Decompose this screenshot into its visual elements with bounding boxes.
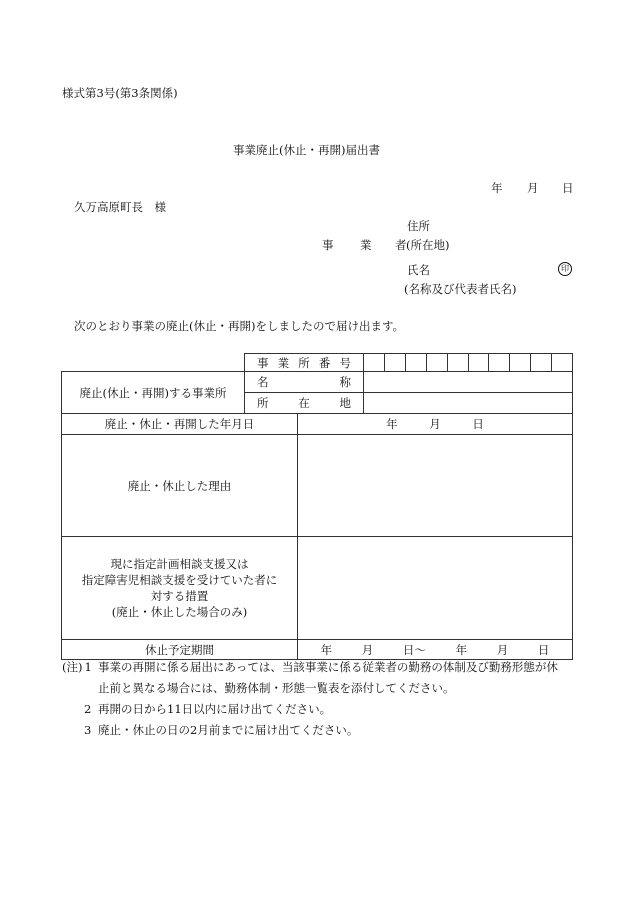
note-mark: 2 bbox=[84, 702, 92, 716]
measures-field[interactable] bbox=[298, 537, 573, 640]
addressee: 久万高原町長 様 bbox=[74, 200, 166, 214]
office-number-char: 業 bbox=[277, 355, 290, 370]
period-month-to: 月 bbox=[496, 642, 509, 657]
location-char: 地 bbox=[339, 396, 351, 410]
table-row bbox=[62, 435, 573, 537]
period-label: 休止予定期間 bbox=[62, 640, 298, 660]
note-mark: 3 bbox=[84, 723, 92, 737]
office-label: 廃止(休止・再開)する事業所 bbox=[62, 372, 245, 414]
period-year-from: 年 bbox=[320, 642, 333, 657]
period-day-from: 日〜 bbox=[402, 642, 426, 657]
measures-line: 指定障害児相談支援を受けていた者に bbox=[81, 573, 278, 587]
notes bbox=[62, 657, 577, 741]
period-year-to: 年 bbox=[455, 642, 468, 657]
office-name-field[interactable] bbox=[364, 372, 573, 393]
table-row bbox=[62, 372, 573, 393]
location-char: 所 bbox=[257, 396, 269, 410]
name-char: 称 bbox=[339, 375, 351, 389]
date-year-cell: 年 bbox=[386, 417, 398, 431]
office-number-char: 号 bbox=[339, 355, 351, 370]
seal-icon: 印 bbox=[558, 262, 572, 276]
date-month-cell: 月 bbox=[429, 417, 441, 431]
note-line: 廃止・休止の日の2月前までに届け出てください。 bbox=[98, 723, 359, 737]
measures-line: 現に指定計画相談支援又は bbox=[110, 557, 249, 571]
list-item bbox=[62, 720, 577, 741]
table-row bbox=[62, 414, 573, 435]
notification-table bbox=[61, 353, 573, 660]
document-title: 事業廃止(休止・再開)届出書 bbox=[233, 143, 380, 157]
form-number: 様式第3号(第3条関係) bbox=[62, 86, 178, 100]
address-sub: (所在地) bbox=[406, 238, 450, 252]
note-line: 再開の日から11日以内に届け出てください。 bbox=[98, 702, 332, 716]
list-item bbox=[62, 657, 577, 699]
note-line: 止前と異なる場合には、勤務体制・形態一覧表を添付してください。 bbox=[98, 681, 455, 695]
name-label: 氏名 bbox=[407, 263, 430, 277]
table-row bbox=[62, 537, 573, 640]
address-label: 住所 bbox=[407, 219, 430, 233]
office-number-char: 番 bbox=[318, 355, 331, 370]
date-field[interactable] bbox=[298, 414, 573, 435]
table-row bbox=[62, 354, 573, 372]
jigyousha-char-1: 事 bbox=[322, 238, 334, 252]
intro-text: 次のとおり事業の廃止(休止・再開)をしましたので届け出ます。 bbox=[74, 319, 405, 333]
office-number-label bbox=[245, 354, 364, 372]
name-char: 名 bbox=[257, 375, 269, 389]
name-sub: (名称及び代表者氏名) bbox=[404, 282, 517, 296]
note-mark: (注) 1 bbox=[62, 660, 92, 674]
period-day-to: 日 bbox=[537, 642, 550, 657]
date-label: 廃止・休止・再開した年月日 bbox=[62, 414, 298, 435]
jigyousha-char-3: 者 bbox=[395, 238, 407, 252]
measures-line: (廃止・休止した場合のみ) bbox=[111, 605, 248, 619]
reason-label: 廃止・休止した理由 bbox=[62, 435, 298, 537]
office-number-char: 事 bbox=[257, 355, 269, 370]
measures-label bbox=[62, 537, 298, 640]
note-text bbox=[98, 657, 558, 699]
date-day: 日 bbox=[562, 181, 574, 195]
office-location-label bbox=[245, 393, 364, 414]
office-name-label bbox=[245, 372, 364, 393]
office-number-boxes[interactable] bbox=[364, 354, 573, 372]
list-item bbox=[62, 699, 577, 720]
date-day-cell: 日 bbox=[472, 417, 484, 431]
jigyousha-char-2: 業 bbox=[360, 238, 372, 252]
reason-field[interactable] bbox=[298, 435, 573, 537]
date-year: 年 bbox=[491, 181, 503, 195]
date-month: 月 bbox=[527, 181, 539, 195]
measures-line: 対する措置 bbox=[150, 589, 209, 603]
period-month-from: 月 bbox=[361, 642, 374, 657]
office-location-field[interactable] bbox=[364, 393, 573, 414]
location-char: 在 bbox=[298, 396, 310, 410]
note-line: 事業の再開に係る届出にあっては、当該事業に係る従業者の勤務の体制及び勤務形態が休 bbox=[98, 660, 558, 674]
office-number-char: 所 bbox=[298, 355, 310, 370]
